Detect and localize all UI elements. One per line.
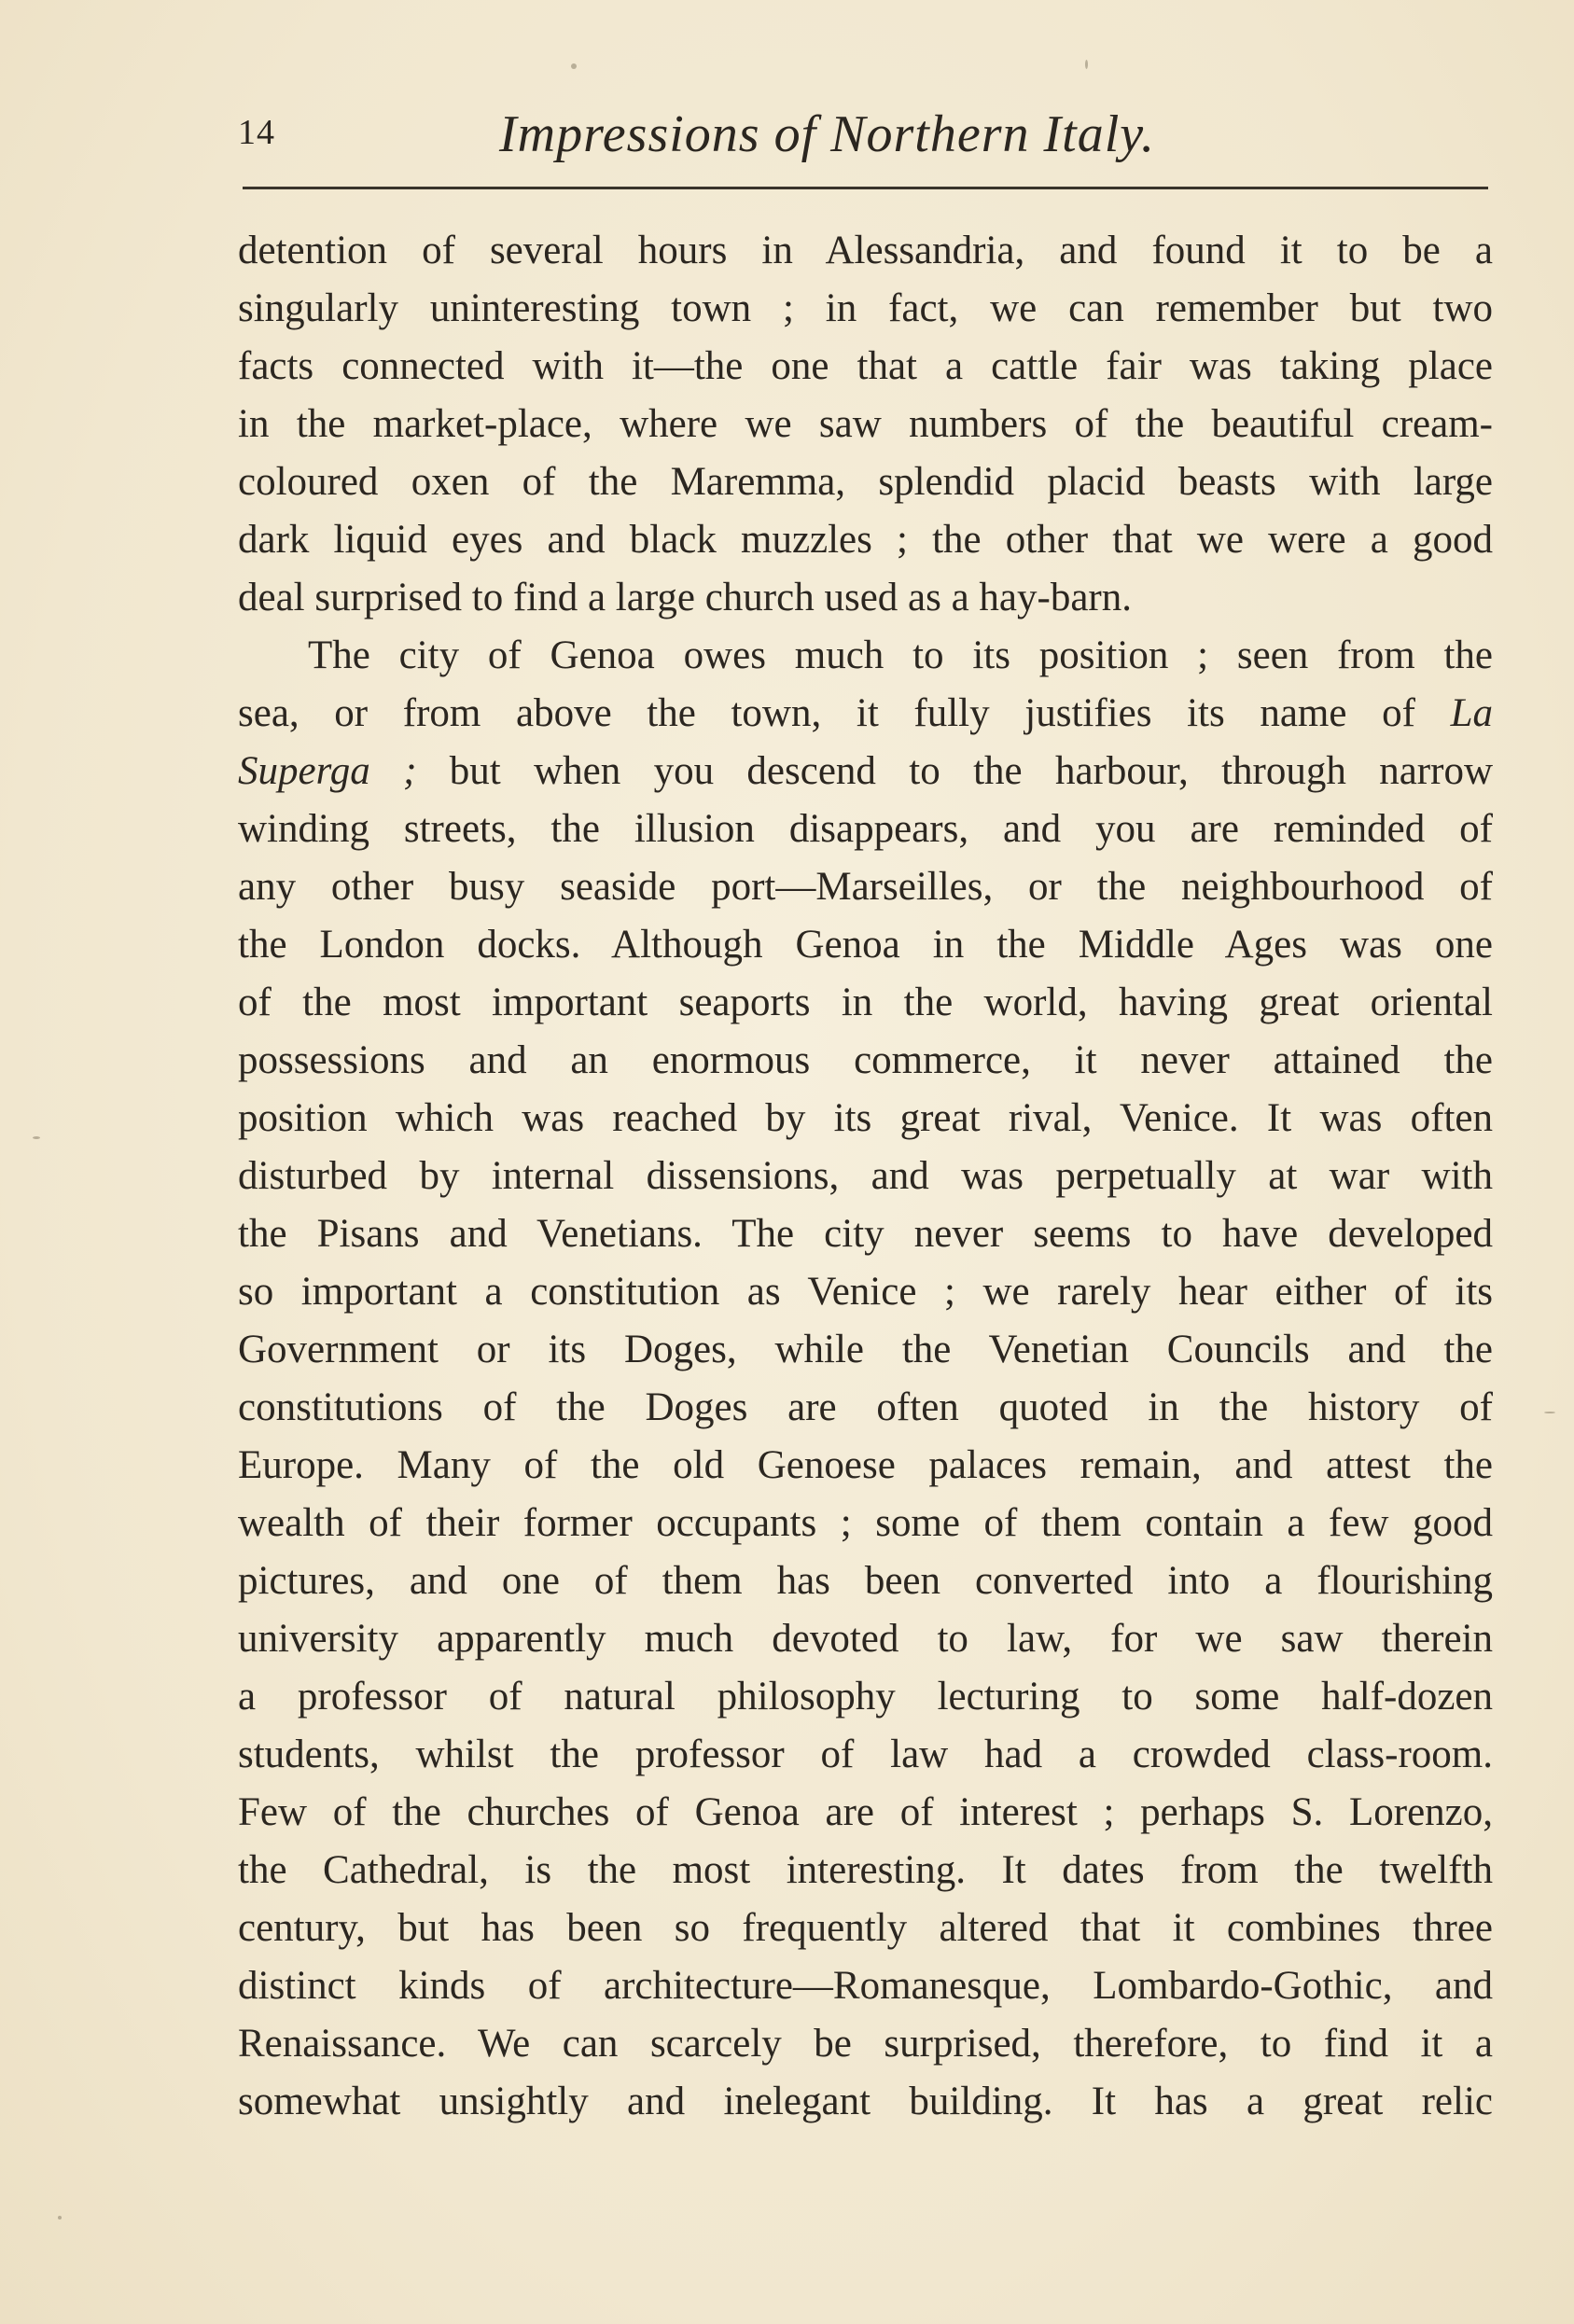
text-line: somewhat unsightly and inelegant building. It has a great relic	[238, 2080, 1493, 2123]
paper-speck	[58, 2216, 62, 2220]
paper-speck	[1544, 1412, 1555, 1413]
text-line: Europe. Many of the old Genoese palaces remain, and attest the	[238, 1443, 1493, 1487]
text-line: possessions and an enormous commerce, it never attained the	[238, 1038, 1493, 1082]
text-line: the London docks. Although Genoa in the Middle Ages was one	[238, 923, 1493, 967]
text-line: detention of several hours in Alessandria, and found it to be a	[238, 229, 1493, 272]
header-rule	[243, 187, 1488, 189]
text-line: of the most important seaports in the world, having great oriental	[238, 981, 1493, 1024]
text-line: wealth of their former occupants ; some of them contain a few good	[238, 1501, 1493, 1545]
text-segment: but when you descend to the harbour, through narrow	[449, 749, 1493, 793]
text-line: dark liquid eyes and black muzzles ; the other that we were a good	[238, 518, 1493, 562]
text-line: university apparently much devoted to law, for we saw therein	[238, 1617, 1493, 1661]
text-line: Government or its Doges, while the Venetian Councils and the	[238, 1328, 1493, 1371]
text-line: facts connected with it—the one that a cattle fair was taking place	[238, 344, 1493, 388]
text-line-with-italic	[238, 685, 1493, 743]
paper-speck	[33, 1136, 40, 1139]
text-line: constitutions of the Doges are often quoted in the history of	[238, 1385, 1493, 1429]
paper-speck	[1085, 60, 1088, 69]
text-line: singularly uninteresting town ; in fact, we can remember but two	[238, 286, 1493, 330]
text-line: coloured oxen of the Maremma, splendid placid beasts with large	[238, 460, 1493, 504]
page-header	[238, 104, 1488, 179]
text-line: Renaissance. We can scarcely be surprised, therefore, to find it a	[238, 2022, 1493, 2066]
page-number: 14	[238, 113, 275, 152]
text-segment: sea, or from above the town, it fully justifies its name of	[238, 691, 1415, 735]
text-line: the Pisans and Venetians. The city never seems to have developed	[238, 1212, 1493, 1256]
text-line: in the market-place, where we saw numbers of the beautiful cream-	[238, 402, 1493, 446]
text-line: winding streets, the illusion disappears, and you are reminded of	[238, 807, 1493, 851]
text-line: a professor of natural philosophy lecturing to some half-dozen	[238, 1675, 1493, 1719]
italic-la: La	[1450, 691, 1494, 735]
text-line-with-italic	[238, 743, 1493, 800]
text-line: position which was reached by its great rival, Venice. It was often	[238, 1096, 1493, 1140]
text-line-paragraph-start: The city of Genoa owes much to its position ; seen from the	[308, 633, 1493, 677]
text-line: deal surprised to find a large church used as a hay-barn.	[238, 576, 1132, 619]
running-title: Impressions of Northern Italy.	[499, 105, 1156, 163]
text-line: the Cathedral, is the most interesting. It dates from the twelfth	[238, 1848, 1493, 1892]
text-line: any other busy seaside port—Marseilles, or the neighbourhood of	[238, 865, 1493, 909]
text-line: century, but has been so frequently altered that it combines three	[238, 1906, 1493, 1950]
text-line: disturbed by internal dissensions, and was perpetually at war with	[238, 1154, 1493, 1198]
text-line: Few of the churches of Genoa are of interest ; perhaps S. Lorenzo,	[238, 1790, 1493, 1834]
body-text	[238, 222, 1493, 2131]
text-line: distinct kinds of architecture—Romanesque, Lombardo-Gothic, and	[238, 1964, 1493, 2008]
text-line: students, whilst the professor of law had a crowded class-room.	[238, 1733, 1493, 1776]
text-line: so important a constitution as Venice ; we rarely hear either of its	[238, 1270, 1493, 1314]
paper-speck	[571, 63, 577, 69]
text-line: pictures, and one of them has been converted into a flourishing	[238, 1559, 1493, 1603]
italic-superga: Superga ;	[238, 749, 417, 793]
